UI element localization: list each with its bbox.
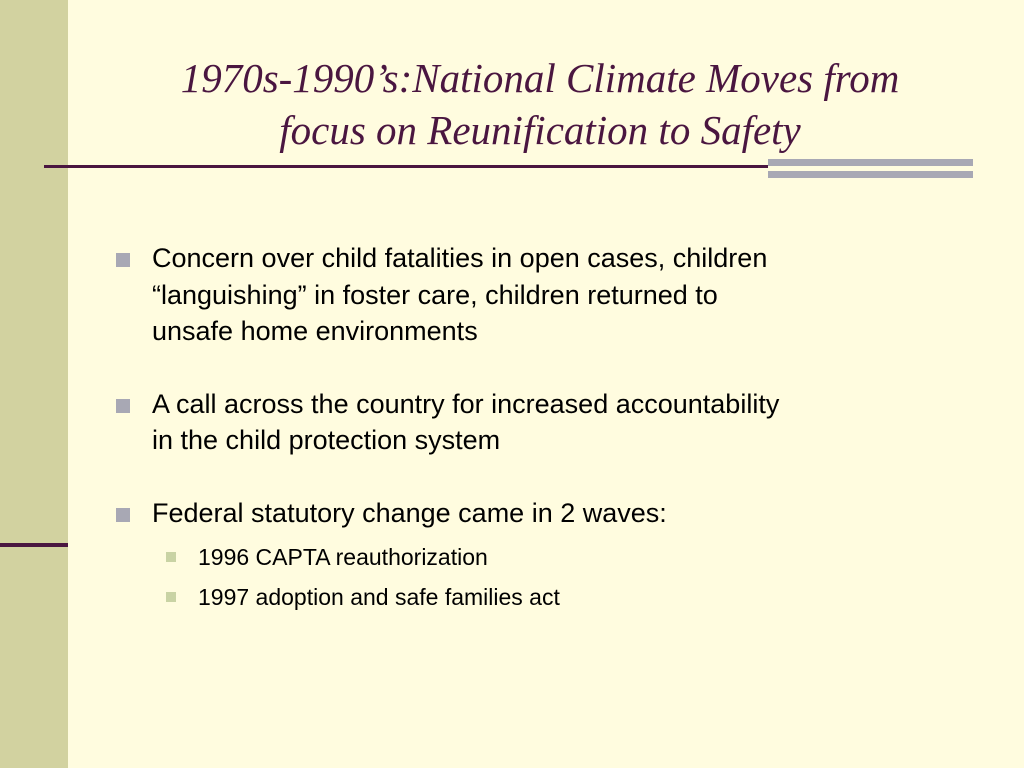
slide-title-line-2: focus on Reunification to Safety: [279, 107, 801, 153]
title-bar-decoration: [768, 159, 973, 179]
decoration-stripe-top: [768, 159, 973, 166]
side-decorative-band: [0, 0, 68, 768]
slide-title-line-1: 1970s-1990’s:National Climate Moves from: [180, 55, 900, 101]
slide-body: [112, 240, 992, 617]
sub-bullet-item: [150, 577, 992, 617]
decoration-stripe-bottom: [768, 171, 973, 178]
sub-bullet-list: [152, 537, 992, 617]
sub-bullet-item: [150, 537, 992, 577]
bullet-text: A call across the country for increased accountability in the child protection system: [152, 388, 780, 455]
bullet-item: [112, 386, 992, 459]
square-sub-bullet-icon: [166, 592, 176, 602]
bullet-item: [112, 240, 992, 350]
square-sub-bullet-icon: [166, 552, 176, 562]
slide-title: [90, 52, 990, 156]
side-accent-line: [0, 543, 68, 547]
square-bullet-icon: [116, 253, 130, 267]
bullet-text: Concern over child fatalities in open cases, children “languishing” in foster care, children returned to unsafe home environments: [152, 243, 768, 346]
sub-bullet-text: 1996 CAPTA reauthorization: [198, 544, 488, 570]
bullet-text: Federal statutory change came in 2 waves:: [152, 497, 667, 528]
bullet-item: [112, 495, 992, 618]
square-bullet-icon: [116, 399, 130, 413]
sub-bullet-text: 1997 adoption and safe families act: [198, 584, 560, 610]
title-underline: [44, 165, 768, 168]
square-bullet-icon: [116, 508, 130, 522]
